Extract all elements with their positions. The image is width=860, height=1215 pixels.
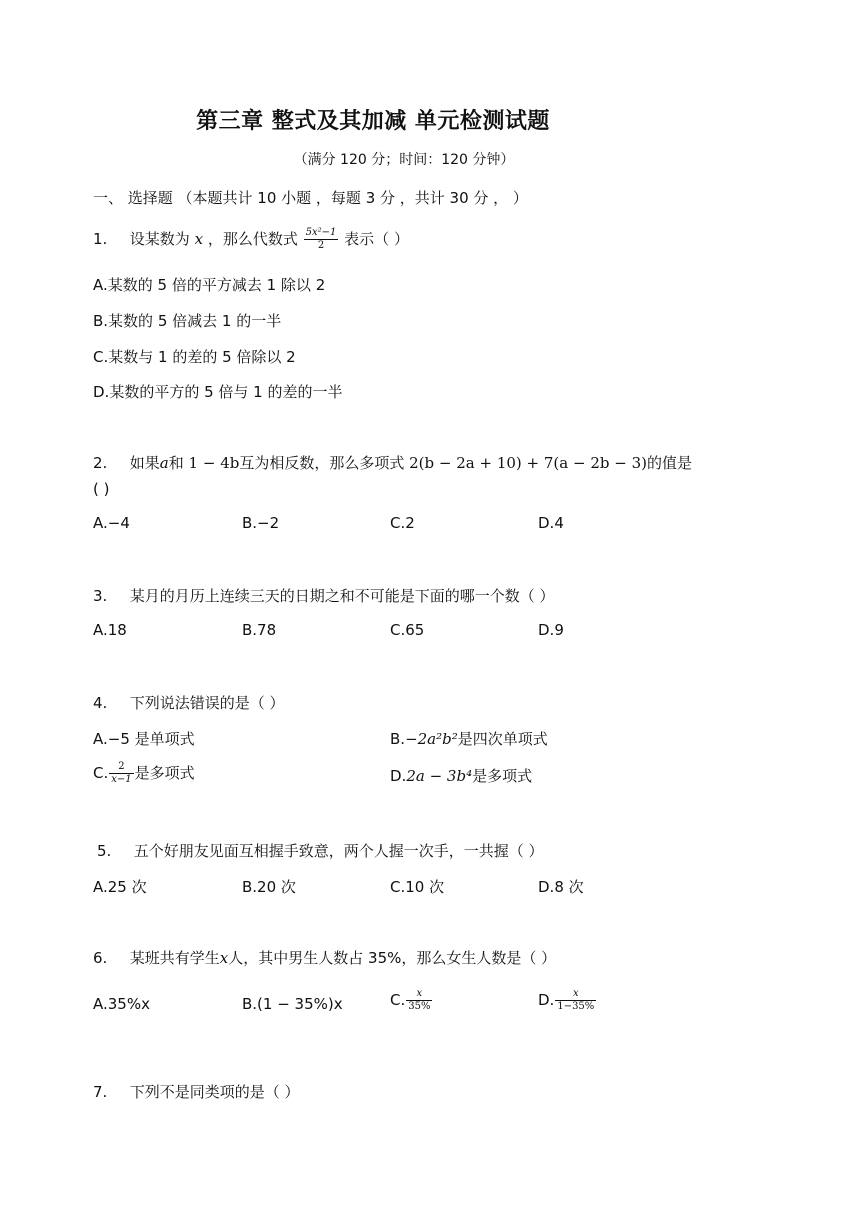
question-7 <box>93 1081 300 1102</box>
fraction-numerator: 2 <box>109 761 133 774</box>
fraction-numerator: 5x²−1 <box>305 227 337 238</box>
option-text: 是多项式 <box>472 767 533 785</box>
question-2-blank: ( ) <box>93 480 110 498</box>
option-4a: A.−5 是单项式 <box>93 730 195 748</box>
option-3b: B.78 <box>242 621 277 639</box>
fraction-denominator: 35% <box>408 1001 431 1012</box>
option-6c <box>390 988 433 1013</box>
question-6 <box>93 947 556 968</box>
question-3 <box>93 585 555 606</box>
fraction-denominator: 2 <box>317 240 325 251</box>
option-1d: D.某数的平方的 5 倍与 1 的差的一半 <box>93 383 343 401</box>
question-stem-pre: 设某数为 <box>129 230 190 248</box>
option-4c <box>93 761 195 786</box>
option-text: 是多项式 <box>134 764 195 782</box>
question-stem: 下列不是同类项的是（ ） <box>129 1083 300 1101</box>
math-expression: 2(b − 2a + 10) + 7(a − 2b − 3) <box>409 454 647 472</box>
option-1b: B.某数的 5 倍减去 1 的一半 <box>93 312 282 330</box>
option-6b: B.(1 − 35%)x <box>242 995 343 1013</box>
option-letter: D. <box>390 767 407 785</box>
question-1 <box>93 227 409 252</box>
option-4b <box>390 728 548 749</box>
option-2b: B.−2 <box>242 514 280 532</box>
option-5c: C.10 次 <box>390 878 445 896</box>
question-number: 1. <box>93 230 108 248</box>
option-2d: D.4 <box>538 514 564 532</box>
question-text: 互为相反数，那么多项式 <box>239 454 405 472</box>
fraction-denominator: 1−35% <box>557 1001 595 1012</box>
question-number: 5. <box>97 842 112 860</box>
page-title: 第三章 整式及其加减 单元检测试题 <box>196 109 550 134</box>
option-letter: B. <box>390 730 406 748</box>
fraction <box>406 988 432 1013</box>
option-letter: C. <box>93 764 109 782</box>
question-stem: 下列说法错误的是（ ） <box>129 694 285 712</box>
question-stem: 五个好朋友见面互相握手致意，两个人握一次手，一共握（ ） <box>133 842 544 860</box>
question-number: 4. <box>93 694 108 712</box>
fraction <box>304 227 339 252</box>
option-2c: C.2 <box>390 514 415 532</box>
question-text: 人，其中男生人数占 35%，那么女生人数是（ ） <box>228 949 557 967</box>
section-heading: 一、 选择题 （本题共计 10 小题 ，每题 3 分 ，共计 30 分 ， ） <box>93 189 528 207</box>
option-2a: A.−4 <box>93 514 130 532</box>
page-subtitle: （满分 120 分；时间：120 分钟） <box>293 152 515 168</box>
fraction <box>555 988 596 1013</box>
fraction-numerator: x <box>555 988 596 1001</box>
option-letter: C. <box>390 991 406 1009</box>
math-expression: 1 − 4b <box>188 454 240 472</box>
question-4 <box>93 692 285 713</box>
question-number: 6. <box>93 949 108 967</box>
option-1c: C.某数与 1 的差的 5 倍除以 2 <box>93 348 296 366</box>
fraction-numerator: x <box>406 988 432 1001</box>
fraction <box>109 761 133 786</box>
option-letter: D. <box>538 991 555 1009</box>
variable-x: x <box>194 230 204 248</box>
fraction-denominator: x−1 <box>111 774 132 785</box>
option-5d: D.8 次 <box>538 878 584 896</box>
option-1a: A.某数的 5 倍的平方减去 1 除以 2 <box>93 276 326 294</box>
math-expression: −2a²b² <box>405 730 458 748</box>
question-stem: 某月的月历上连续三天的日期之和不可能是下面的哪一个数（ ） <box>129 587 555 605</box>
option-3c: C.65 <box>390 621 425 639</box>
question-text: 如果 <box>129 454 160 472</box>
question-number: 2. <box>93 454 108 472</box>
option-3a: A.18 <box>93 621 127 639</box>
question-text: 的值是 <box>646 454 692 472</box>
option-6d <box>538 988 597 1013</box>
question-stem-mid: ，那么代数式 <box>207 230 298 248</box>
option-text: 是四次单项式 <box>457 730 548 748</box>
math-expression: a <box>159 454 169 472</box>
question-text: 某班共有学生 <box>129 949 220 967</box>
question-text: 和 <box>168 454 184 472</box>
option-5b: B.20 次 <box>242 878 296 896</box>
option-3d: D.9 <box>538 621 564 639</box>
math-expression: 2a − 3b⁴ <box>406 767 473 785</box>
option-5a: A.25 次 <box>93 878 147 896</box>
question-number: 3. <box>93 587 108 605</box>
question-5 <box>97 840 544 861</box>
option-6a: A.35%x <box>93 995 150 1013</box>
question-2 <box>93 452 692 473</box>
question-number: 7. <box>93 1083 108 1101</box>
variable-x: x <box>219 949 229 967</box>
option-4d <box>390 765 532 786</box>
question-stem-post: 表示（ ） <box>344 230 409 248</box>
